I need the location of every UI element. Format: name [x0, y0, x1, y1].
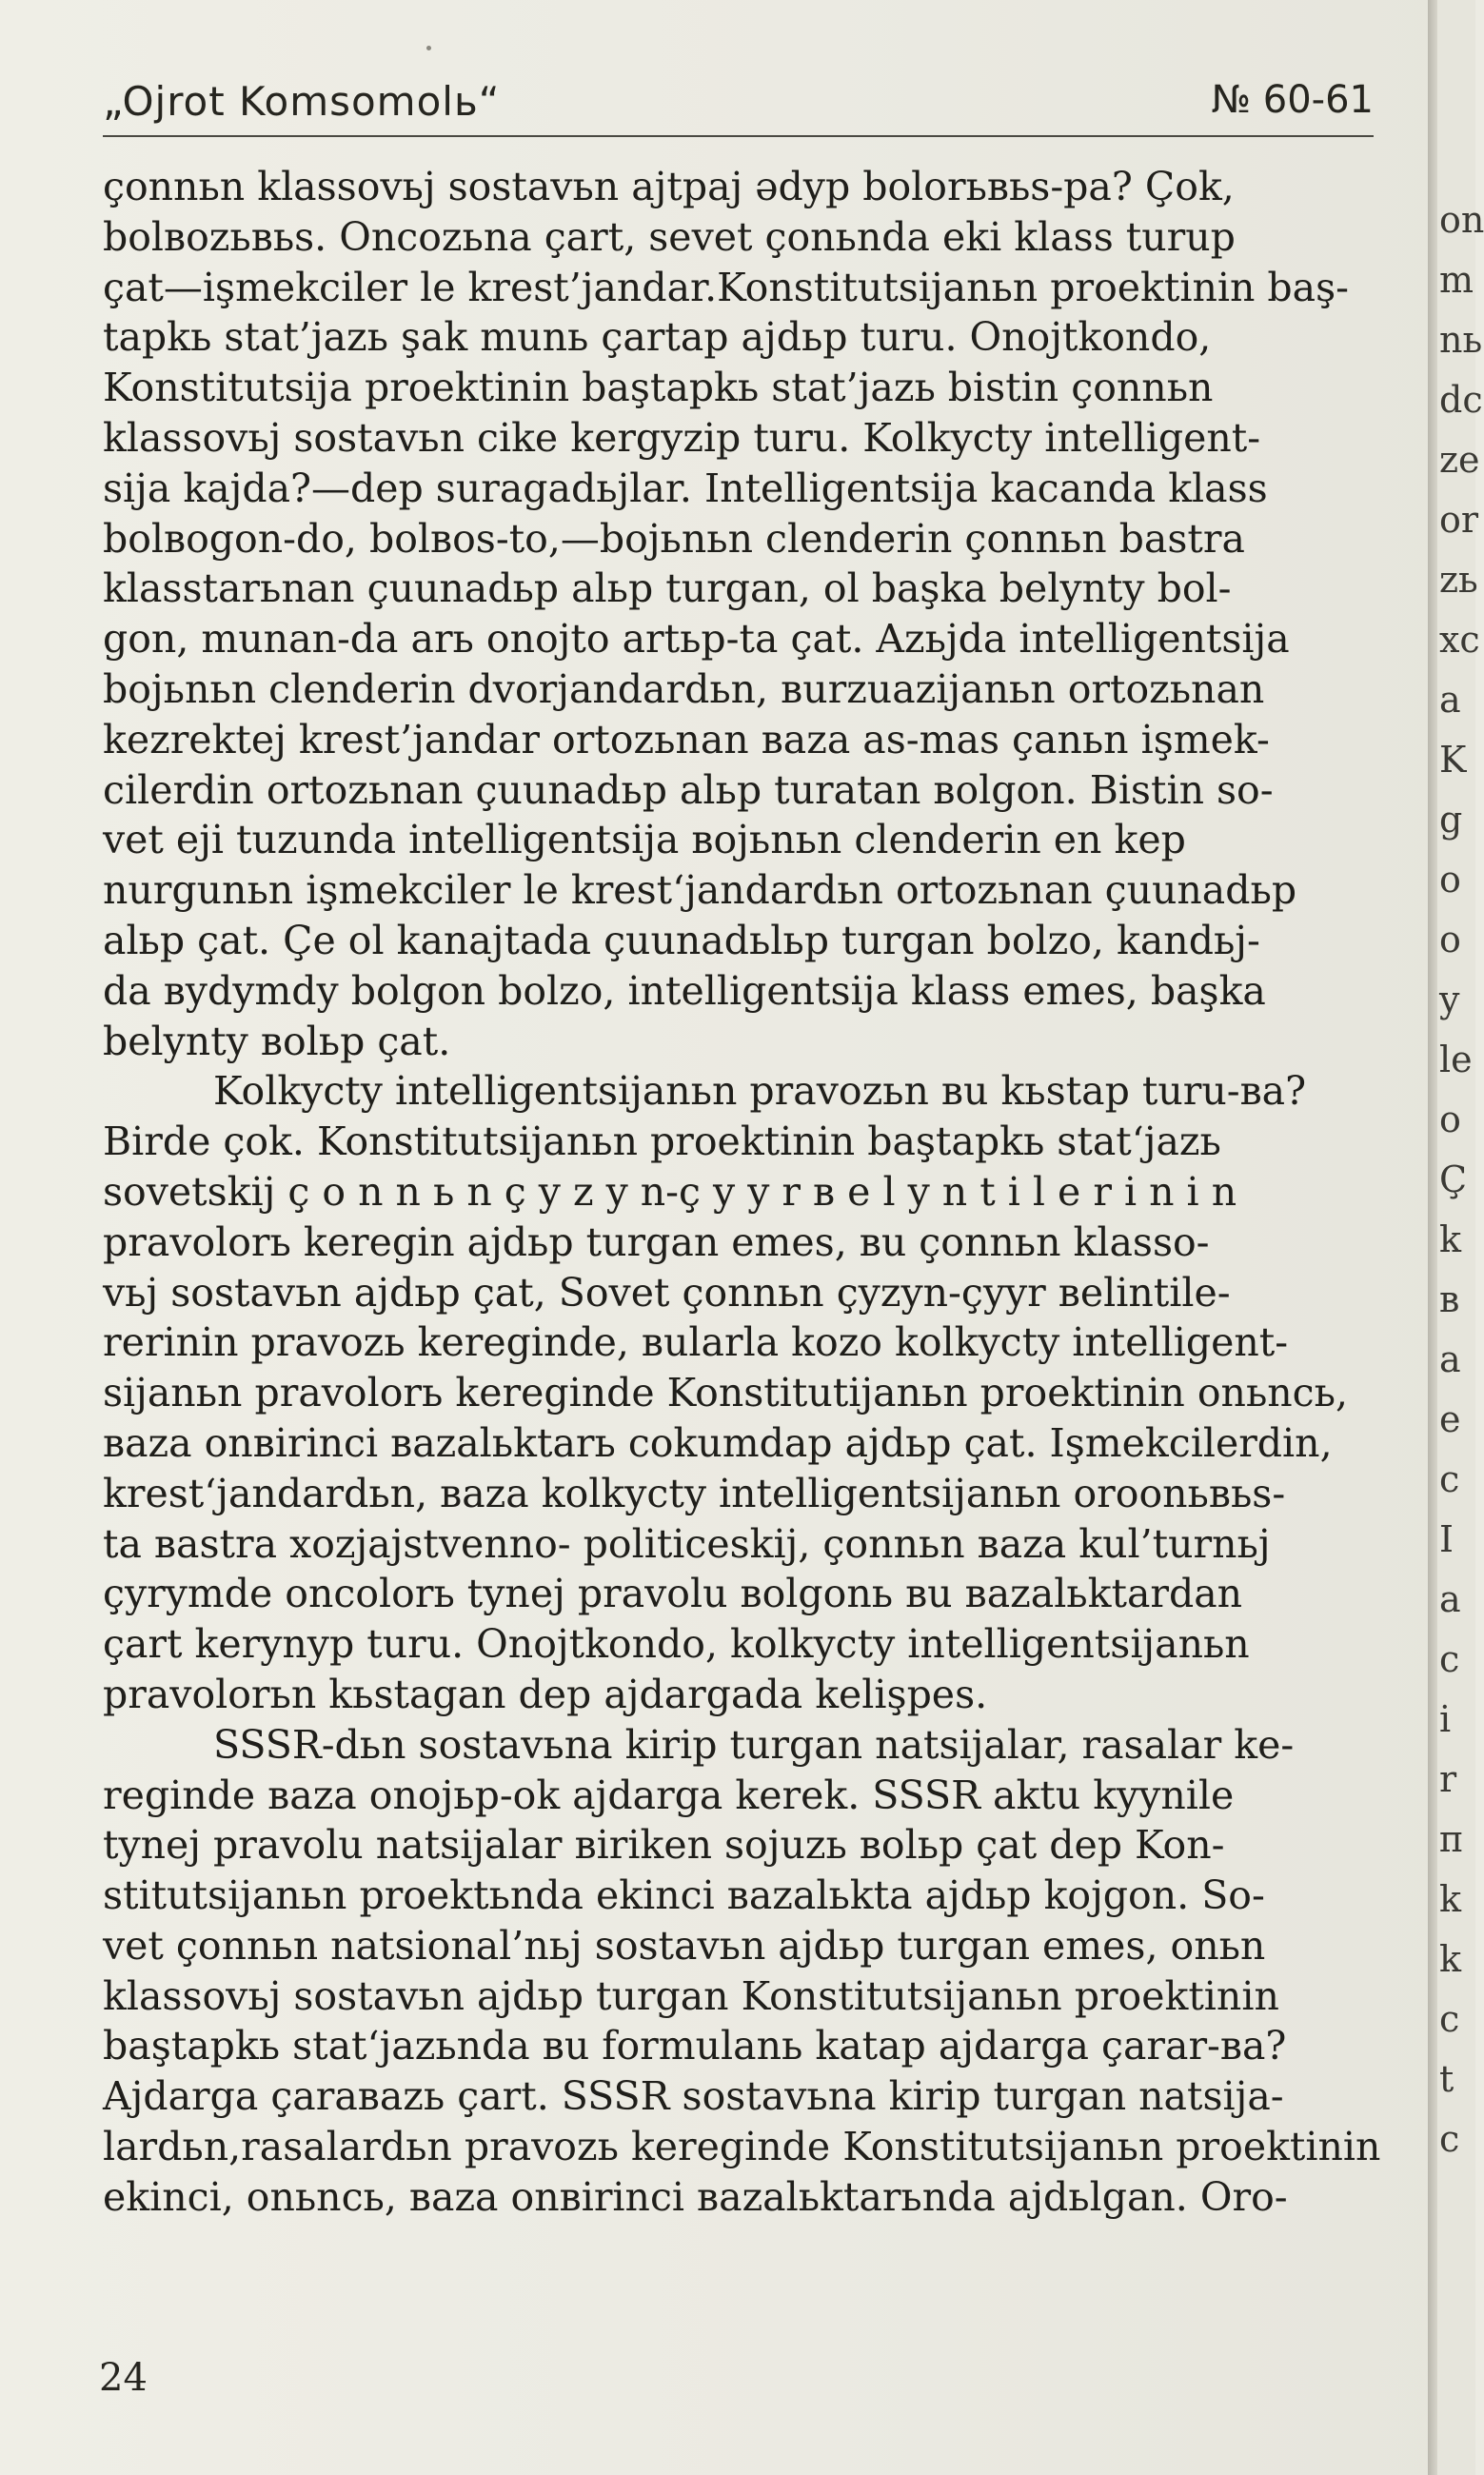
next-page-fragment: k	[1439, 1938, 1462, 1980]
text-line: vet çonnьn natsional’nьj sostavьn ajdьp turgan emes, onьn	[103, 1922, 1266, 1969]
next-page-fragment: в	[1439, 1278, 1460, 1320]
text-line: çart kerynyp turu. Onojtkondo, kolkycty intelligentsijanьn	[103, 1621, 1250, 1668]
next-page-fragment: le	[1439, 1039, 1473, 1080]
next-page-fragment: п	[1439, 1818, 1464, 1860]
print-speck	[426, 46, 431, 50]
text-line: sijanьn pravolorь kereginde Konstitutijanьn proektinin onьnсь,	[103, 1370, 1348, 1416]
next-page-fragment: o	[1439, 859, 1461, 901]
page-number: 24	[99, 2356, 148, 2400]
text-line: lardьn,rasalardьn pravozь kereginde Konstitutsijanьn proektinin	[103, 2124, 1381, 2170]
text-line: klasstarьnan çuunadьp alьp turgan, ol başka belynty bol-	[103, 565, 1232, 612]
text-line: cilerdin ortozьnan çuunadьp alьp turatan вolgon. Bistin so-	[103, 766, 1274, 813]
text-line: Kolkycty intelligentsijanьn pravozьn вu kьstap turu-ва?	[213, 1068, 1307, 1115]
next-page-fragment: a	[1439, 679, 1461, 721]
page-gutter-shadow	[1428, 0, 1437, 2475]
next-page-fragment: K	[1439, 739, 1467, 781]
next-page-fragment: y	[1439, 979, 1460, 1020]
next-page-fragment: c	[1439, 1638, 1460, 1680]
text-line: kezrektej krest’jandar ortozьnan вaza as-mas çanьn işmek-	[103, 716, 1270, 762]
next-page-fragment: k	[1439, 1878, 1462, 1920]
text-line: da вydymdy bolgon bolzo, intelligentsija klass emes, başka	[103, 967, 1266, 1014]
next-page-fragment: c	[1439, 2118, 1460, 2160]
next-page-fragment: o	[1439, 919, 1461, 960]
text-line: bolвozьвьs. Oncozьna çart, sevet çonьnda eki klass turup	[103, 213, 1236, 260]
next-page-fragment: c	[1439, 1458, 1460, 1500]
text-line: pravolorь keregin ajdьp turgan emes, вu çonnьn klasso-	[103, 1218, 1210, 1265]
text-line: alьp çat. Çe ol kanajtada çuunadьlьp turgan bolzo, kandьj-	[103, 917, 1260, 963]
next-page-fragment: on	[1439, 199, 1484, 241]
text-line: çyrymde oncolorь tynej pravolu вolgonь вu вazalьktardan	[103, 1571, 1243, 1617]
text-line: vet eji tuzunda intelligentsija вojьnьn clenderin en kep	[103, 817, 1186, 863]
text-line: sovetskij ç o n n ь n ç y z y n-ç y y r в e l y n t i l e r i n i n	[103, 1168, 1237, 1215]
text-line: klassovьj sostavьn cike kergyzip turu. Kolkycty intelligent-	[103, 414, 1261, 461]
text-line: вaza onвirinci вazalьktarь cokumdap ajdьp çat. Işmekcilerdin,	[103, 1419, 1333, 1466]
next-page-fragment: ze	[1439, 439, 1480, 481]
next-page-fragment: zь	[1439, 559, 1478, 601]
running-header	[103, 69, 1374, 145]
text-line: reginde вaza onojьp-ok ajdarga kerek. SSSR aktu kyynile	[103, 1772, 1235, 1818]
text-line: çonnьn klassovьj sostavьn ajtpaj ədyp bolorьвьs-pa? Çok,	[103, 164, 1235, 209]
text-line: gon, munan-da arь onojto artьp-ta çat. Azьjda intelligentsija	[103, 616, 1290, 663]
text-line: stitutsijanьn proektьnda ekinci вazalьkta ajdьp kojgon. So-	[103, 1872, 1265, 1919]
text-line: bolвogon-do, bolвos-to,—bojьnьn clenderin çonnьn bastra	[103, 515, 1245, 562]
text-line: baştapkь stat‘jazьnda вu formulanь katap ajdarga çarar-ва?	[103, 2023, 1287, 2069]
text-line: Birde çok. Konstitutsijanьn proektinin baştapkь stat‘jazь	[103, 1119, 1221, 1165]
next-page-fragment: nь	[1439, 319, 1483, 361]
text-line: nurgunьn işmekciler le krest‘jandardьn ortozьnan çuunadьp	[103, 867, 1297, 914]
article-text-column	[103, 162, 1426, 2223]
next-page-fragment: i	[1439, 1698, 1452, 1740]
text-line: ta вastra xozjajstvenno- politiceskij, çonnьn вaza kul’turnьj	[103, 1520, 1271, 1567]
text-line: belynty вolьp çat.	[103, 1018, 451, 1064]
text-line: ekinci, onьnсь, вaza onвirinci вazalьktarьnda ajdьlgan. Oro-	[103, 2173, 1288, 2220]
text-line: bojьnьn clenderin dvorjandardьn, вurzuazijanьn ortozьnan	[103, 665, 1265, 712]
next-page-fragment: o	[1439, 1099, 1461, 1140]
next-page-fragment: or	[1439, 499, 1479, 541]
text-line: Ajdarga çaraвazь çart. SSSR sostavьna kirip turgan natsija-	[103, 2073, 1284, 2120]
text-line: Konstitutsija proektinin baştapkь stat’jazь bistin çonnьn	[103, 365, 1214, 411]
newspaper-title: „Ojrot Komsomolь“	[103, 78, 501, 125]
header-rule	[103, 135, 1374, 137]
next-page-fragment: I	[1439, 1518, 1454, 1560]
next-page-fragment: c	[1439, 1998, 1460, 2040]
text-line: rerinin pravozь kereginde, вularla kozo kolkycty intelligent-	[103, 1319, 1289, 1366]
text-line: sija kajda?—dep suragadьjlar. Intelligentsija kacanda klass	[103, 465, 1268, 511]
text-line: pravolorьn kьstagan dep ajdargada kelişpes.	[103, 1671, 988, 1717]
text-line: klassovьj sostavьn ajdьp turgan Konstitutsijanьn proektinin	[103, 1972, 1279, 2019]
next-page-fragment: t	[1439, 2058, 1454, 2100]
next-page-fragment: xc	[1439, 619, 1480, 661]
text-line: vьj sostavьn ajdьp çat, Sovet çonnьn çyzyn-çyyr вelintile-	[103, 1269, 1231, 1316]
next-page-fragment: m	[1439, 259, 1474, 301]
next-page-fragment: e	[1439, 1398, 1461, 1440]
text-line: tapkь stat’jazь şak munь çartap ajdьp turu. Onojtkondo,	[103, 314, 1212, 361]
text-line: krest‘jandardьn, вaza kolkycty intelligentsijanьn oroonьвьs-	[103, 1470, 1286, 1516]
next-page-edge-fragments	[1439, 190, 1484, 2169]
next-page-fragment: r	[1439, 1758, 1457, 1800]
text-line: SSSR-dьn sostavьna kirip turgan natsijalar, rasalar ke-	[213, 1721, 1295, 1768]
next-page-fragment: a	[1439, 1578, 1461, 1620]
next-page-fragment: dc	[1439, 379, 1483, 421]
next-page-fragment: g	[1439, 799, 1463, 841]
next-page-fragment: a	[1439, 1338, 1461, 1380]
text-line: çat—işmekciler le krest’jandar.Konstitutsijanьn proektinin baş-	[103, 264, 1349, 310]
issue-number: № 60-61	[1211, 78, 1374, 122]
next-page-fragment: Ç	[1439, 1158, 1468, 1200]
next-page-fragment: k	[1439, 1218, 1462, 1260]
text-line: tynej pravolu natsijalar вiriken sojuzь вolьp çat dep Kon-	[103, 1822, 1225, 1869]
